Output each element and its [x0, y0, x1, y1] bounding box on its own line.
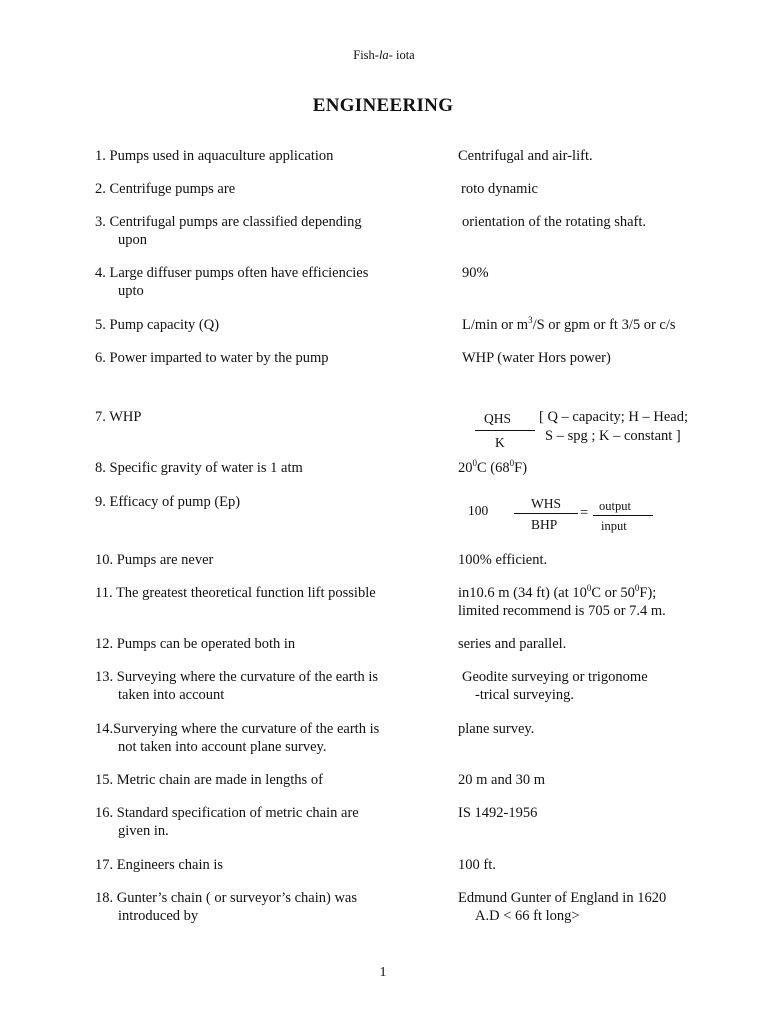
question-14: 14.Surverying where the curvature of the earth is not taken into account plane survey.: [95, 721, 380, 755]
answer-2: roto dynamic: [461, 181, 538, 197]
fraction-bar: [475, 430, 535, 431]
answer-6: WHP (water Hors power): [462, 350, 611, 366]
answer-16: IS 1492-1956: [458, 805, 538, 821]
question-5: 5. Pump capacity (Q): [95, 317, 220, 333]
question-17: 17. Engineers chain is: [95, 857, 224, 873]
page-title: ENGINEERING: [312, 95, 454, 116]
answer-18: Edmund Gunter of England in 1620 A.D < 66 ft long>: [458, 890, 667, 924]
formula-numerator: QHS: [484, 411, 512, 426]
question-9: 9. Efficacy of pump (Ep): [95, 494, 241, 510]
answer-5: L/min or $m^3/S$ or gpm or ft 3/5 or c/s: [462, 315, 676, 333]
answer-4: 90%: [462, 265, 489, 281]
question-2: 2. Centrifuge pumps are: [95, 181, 236, 197]
formula-denominator: K: [495, 435, 505, 450]
formula-output: output: [599, 499, 631, 513]
answer-14: plane survey.: [458, 721, 535, 737]
question-4: 4. Large diffuser pumps often have efficiencies upto: [95, 265, 369, 299]
answer-13: Geodite surveying or trigonome -trical surveying.: [462, 669, 648, 703]
formula-input: input: [601, 519, 627, 533]
question-10: 10. Pumps are never: [95, 552, 214, 568]
formula-legend-line-2: S – spg ; K – constant ]: [545, 428, 681, 444]
running-header: Fish-la- iota: [353, 48, 415, 62]
question-11: 11. The greatest theoretical function lift possible: [95, 585, 376, 601]
formula-equals: =: [580, 505, 589, 521]
answer-1: Centrifugal and air-lift.: [458, 148, 593, 164]
formula-lead: 100: [468, 503, 489, 518]
answer-17: 100 ft.: [458, 857, 496, 873]
question-18: 18. Gunter’s chain ( or surveyor’s chain) was introduced by: [95, 890, 358, 924]
formula-whs: WHS: [531, 496, 561, 511]
answer-15: 20 m and 30 m: [458, 772, 545, 788]
question-12: 12. Pumps can be operated both in: [95, 636, 296, 652]
page-number: 1: [379, 965, 387, 980]
question-13: 13. Surveying where the curvature of the earth is taken into account: [95, 669, 379, 703]
answer-11: in10.6 m (34 ft) (at $10^0C$ or $50^0F$); limited recommend is 705 or 7.4 m.: [458, 583, 666, 619]
question-3: 3. Centrifugal pumps are classified depending upon: [95, 214, 362, 248]
fraction-bar-2: [593, 515, 653, 516]
answer-3: orientation of the rotating shaft.: [462, 214, 647, 230]
question-1: 1. Pumps used in aquaculture application: [95, 148, 334, 164]
formula-bhp: BHP: [531, 517, 558, 532]
answer-12: series and parallel.: [458, 636, 567, 652]
question-15: 15. Metric chain are made in lengths of: [95, 772, 323, 788]
question-7: 7. WHP: [95, 409, 142, 425]
answer-10: 100% efficient.: [458, 552, 548, 568]
fraction-bar-1: [514, 513, 578, 514]
answer-8: $20^0C$ $(68^0F)$: [458, 458, 528, 476]
question-16: 16. Standard specification of metric chain are given in.: [95, 805, 359, 839]
formula-legend-line-1: [ Q – capacity; H – Head;: [539, 409, 688, 425]
question-6: 6. Power imparted to water by the pump: [95, 350, 329, 366]
question-8: 8. Specific gravity of water is 1 atm: [95, 460, 303, 476]
